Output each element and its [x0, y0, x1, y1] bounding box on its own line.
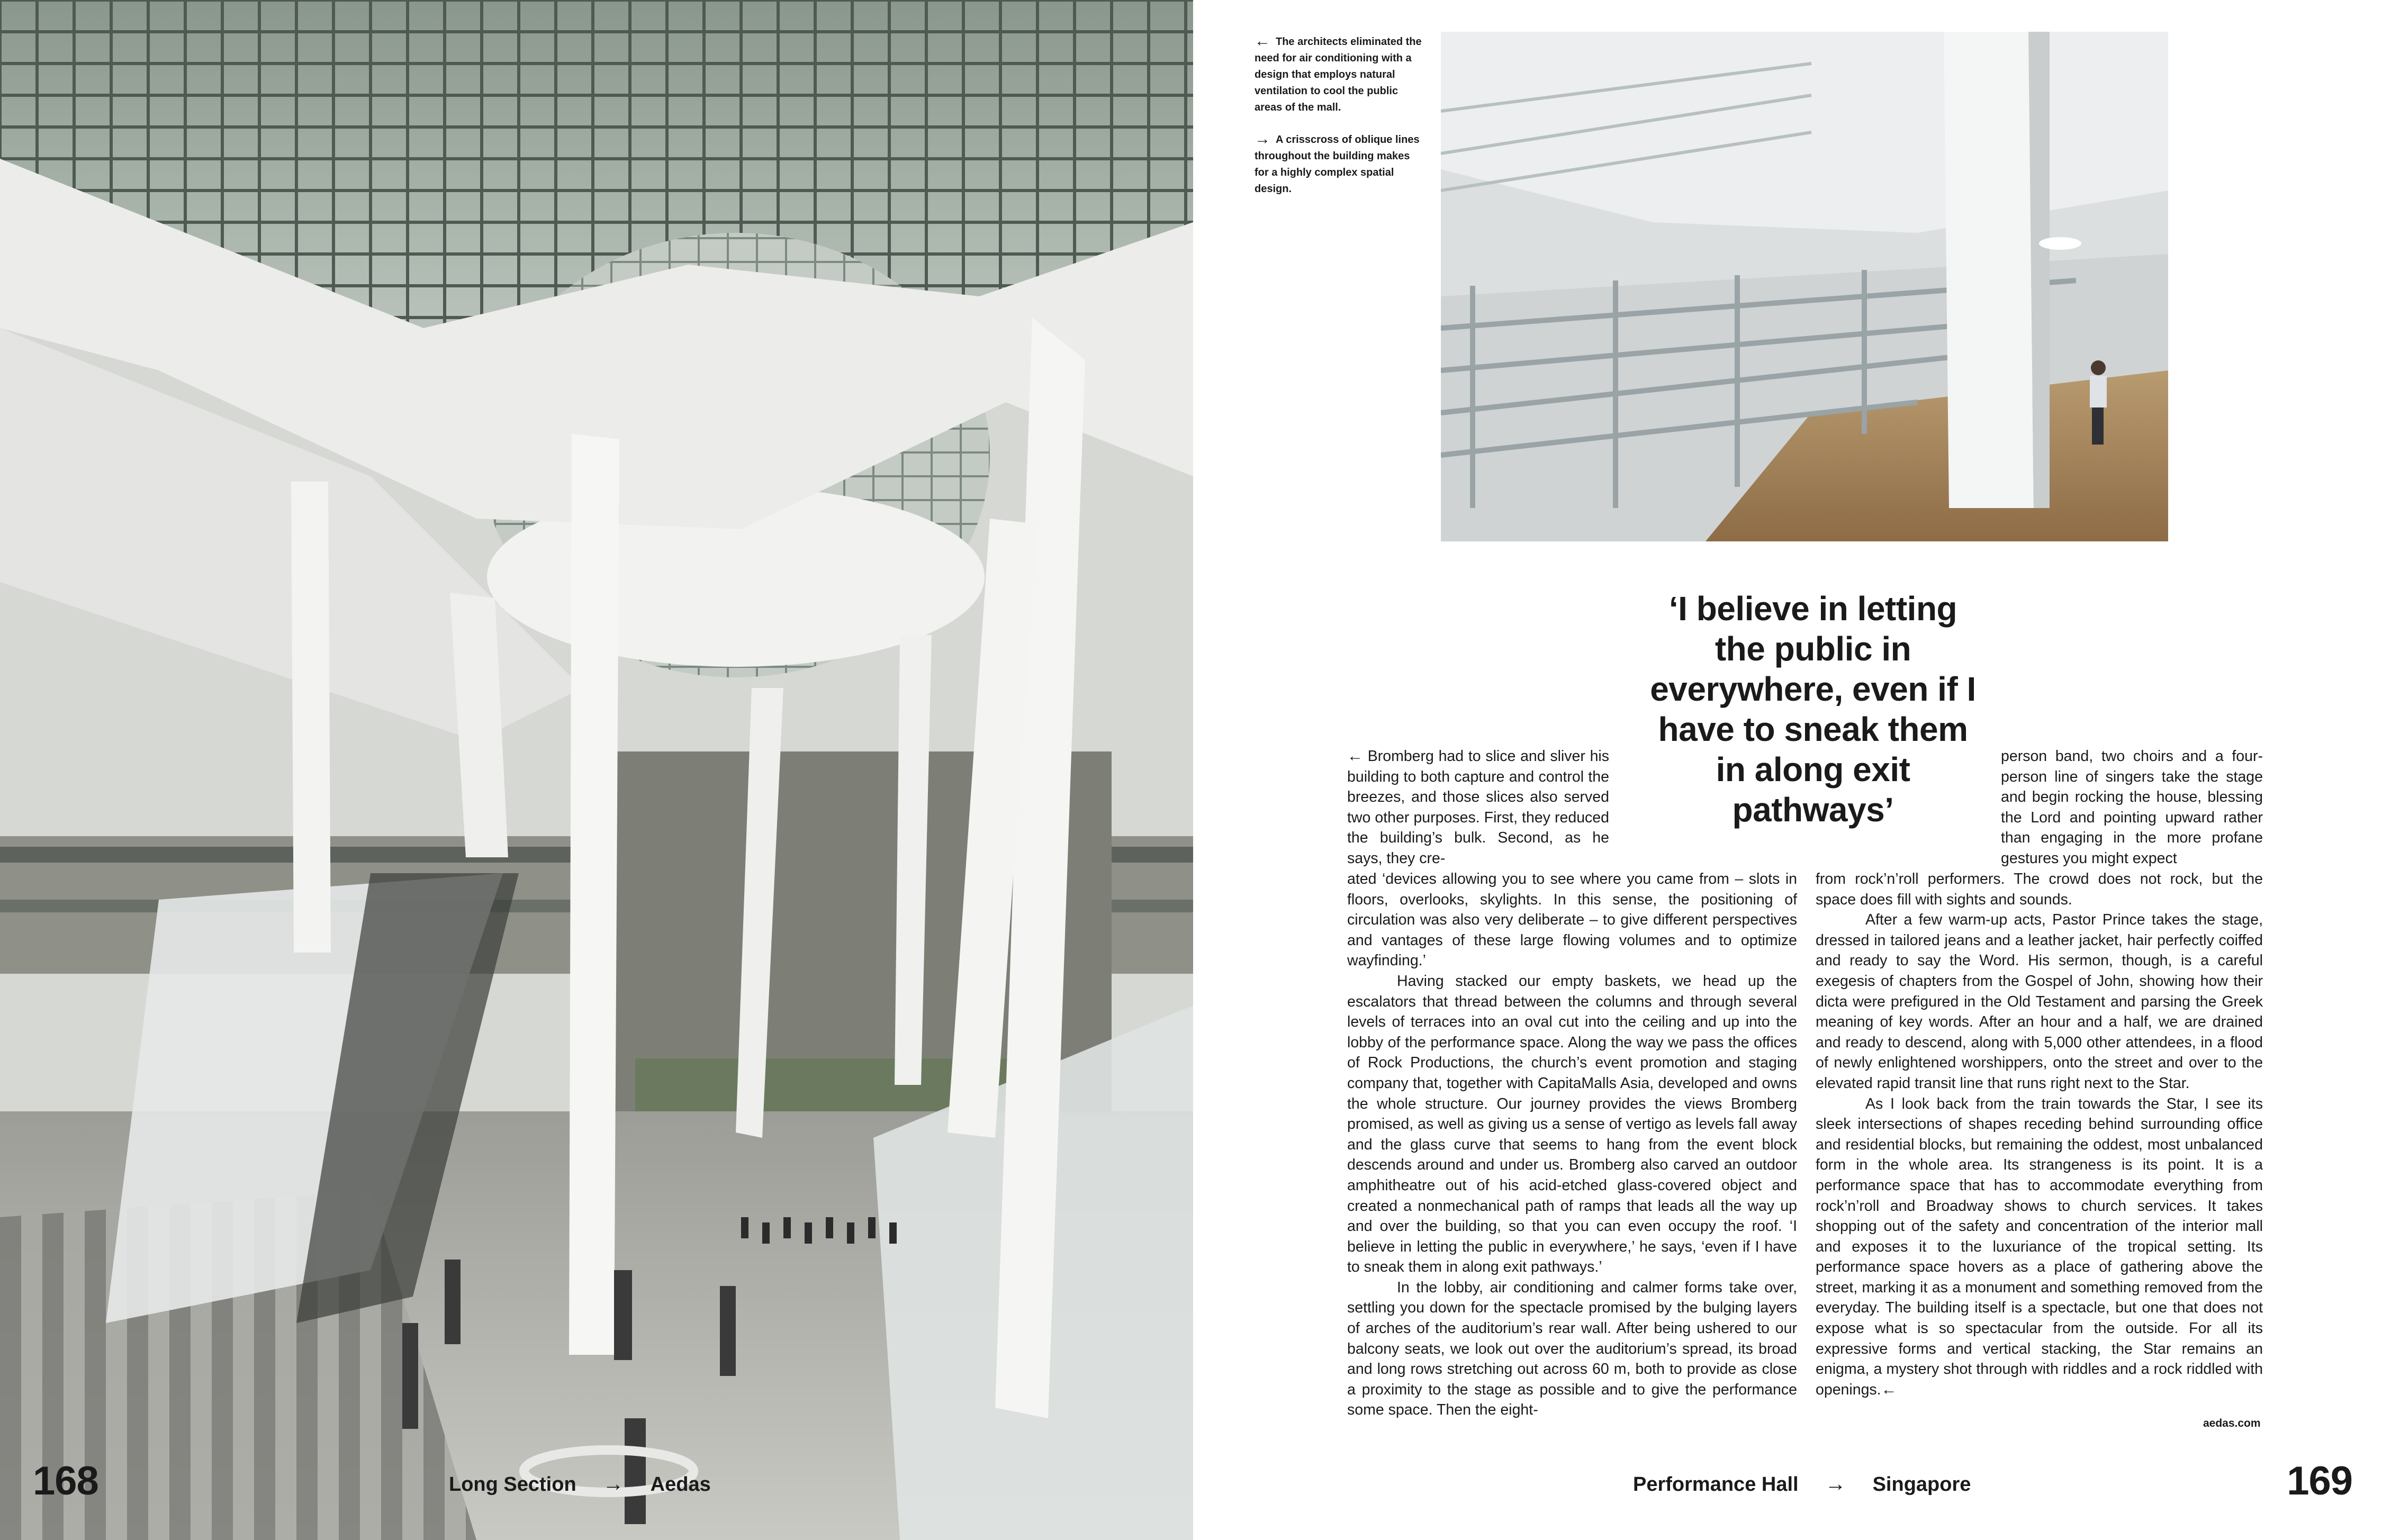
- arrow-right-icon: →: [1255, 130, 1270, 148]
- caption-crisscross: [1255, 131, 1424, 197]
- body-paragraph: In the lobby, air conditioning and calmer forms take over, settling you down for the spectacle promised by the bulging layers of arches of the auditorium’s rear wall. After being ushered to our balcony seats, we look out over the auditorium’s spread, its broad and long rows stretching out across 60 m, both to provide as close a proximity to the stage as possible and to give the performance some space. Then the eight-: [1347, 1279, 1797, 1419]
- body-paragraph: ← Bromberg had to slice and sliver his building to both capture and control the breezes, and those slices also served two other purposes. First, they reduced the building’s bulk. Second, as he says, they cre-: [1347, 747, 1610, 867]
- caption-text: The architects eliminated the need for air conditioning with a design that employs natural ventilation to cool the public areas of the mall.: [1255, 36, 1422, 113]
- body-paragraph: Having stacked our empty baskets, we head up the escalators that thread between the columns and through several levels of terraces into an oval cut into the ceiling and up into the lobby of the performance space. Along the way we pass the offices of Rock Productions, the church’s event promotion and staging company that, together with CapitaMalls Asia, developed and owns the whole structure. Our journey provides the views Bromberg promised, as well as giving us a sense of vertigo as levels fall away and the glass curve that seems to hang from the event block descends around and under us. Bromberg also carved an outdoor amphitheatre out of his acid-etched glass-covered object and created a nonmechanical path of ramps that leads all the way up and over the building, so that you can even occupy the roof. ‘I believe in letting the public in everywhere,’ he says, ‘even if I have to sneak them in along exit pathways.’: [1347, 972, 1797, 1276]
- website-credit: aedas.com: [2203, 1417, 2261, 1429]
- page-number-left: 168: [33, 1459, 98, 1503]
- body-column-1: [1347, 869, 1797, 1420]
- pull-quote: ‘I believe in letting the public in everywhere, even if I have to sneak them in along exit pathways’: [1650, 590, 1976, 829]
- caption-text: A crisscross of oblique lines throughout the building makes for a highly complex spatial design.: [1255, 134, 1420, 195]
- body-paragraph: person band, two choirs and a four-person line of singers take the stage and begin rocking the house, blessing the Lord and pointing upward rather than engaging in the more profane gestures you might expect: [2001, 748, 2263, 867]
- body-paragraph: from rock’n’roll performers. The crowd does not rock, but the space does fill with sights and sounds.: [1816, 871, 2263, 908]
- arrow-right-icon: →: [602, 1472, 624, 1496]
- firm-name: Aedas: [650, 1473, 711, 1496]
- arrow-left-icon: ←: [1347, 747, 1363, 765]
- end-arrow-left-icon: ←: [1881, 1380, 1897, 1398]
- running-footer-left: [449, 1472, 711, 1496]
- body-column-1-top: [1347, 746, 1609, 869]
- page-number-right: 169: [2287, 1459, 2352, 1503]
- running-footer-right: [1633, 1472, 1971, 1496]
- body-column-2: [1816, 869, 2263, 1400]
- location-name: Singapore: [1872, 1473, 1971, 1496]
- arrow-left-icon: ←: [1255, 32, 1270, 50]
- photo-captions: [1255, 33, 1424, 212]
- body-paragraph: ated ‘devices allowing you to see where you came from – slots in floors, overlooks, skylights. In this sense, the positioning of circulation was also very deliberate – to give different perspectives and vantages of these large flowing volumes and to optimize wayfinding.’: [1347, 871, 1797, 970]
- body-column-2-top: [2001, 746, 2263, 869]
- project-name: Performance Hall: [1633, 1473, 1799, 1496]
- body-paragraph: After a few warm-up acts, Pastor Prince takes the stage, dressed in tailored jeans and a leather jacket, hair perfectly coiffed and ready to say the Word. His sermon, though, is a careful exegesis of chapters from the Gospel of John, showing how their dicta were prefigured in the Old Testament and parsing the Greek meaning of key words. After an hour and a half, we are drained and ready to descend, along with 5,000 other attendees, in a flood of newly enlightened worshippers, onto the street and over to the elevated rapid transit line that runs right next to the Star.: [1816, 911, 2263, 1092]
- body-paragraph: As I look back from the train towards the Star, I see its sleek intersections of shapes receding behind surrounding office and residential blocks, but remaining the oddest, most unbalanced form in the whole area. Its strangeness is its point. It is a performance space that has to accommodate everything from rock’n’roll and Broadway shows to church services. It takes shopping out of the safety and concentration of the interior mall and exposes it to the luxuriance of the tropical setting. Its performance space hovers as a place of gathering above the street, marking it as a monument and something removed from the everyday. The building itself is a spectacle, but one that does not expose what is so spectacular from the outside. For all its expressive forms and vertical stacking, the Star remains an enigma, a mystery shot through with riddles and a rock riddled with openings.←: [1816, 1095, 2263, 1398]
- arrow-right-icon: →: [1825, 1472, 1846, 1496]
- section-name: Long Section: [449, 1473, 576, 1496]
- interior-photo: [1441, 32, 2168, 541]
- caption-ventilation: [1255, 33, 1424, 116]
